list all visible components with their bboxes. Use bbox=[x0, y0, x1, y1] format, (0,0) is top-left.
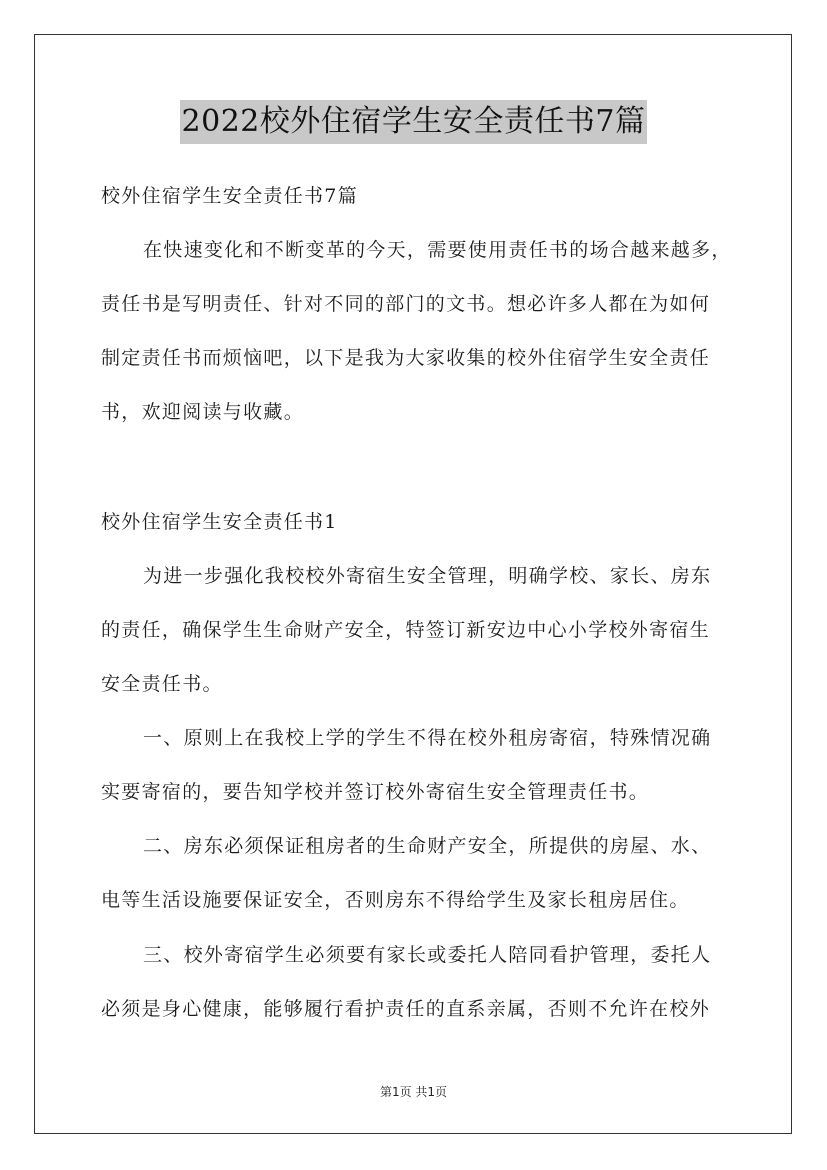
document-title: 2022校外住宿学生安全责任书7篇 bbox=[180, 100, 648, 144]
intro-line: 在快速变化和不断变革的今天，需要使用责任书的场合越来越多， bbox=[143, 239, 732, 261]
page-footer: 第1页 共1页 bbox=[379, 1085, 448, 1099]
paragraph-line: 电等生活设施要保证安全，否则房东不得给学生及家长租房居住。 bbox=[101, 889, 690, 911]
paragraph-line: 安全责任书。 bbox=[101, 673, 223, 695]
intro-line: 制定责任书而烦恼吧，以下是我为大家收集的校外住宿学生安全责任 bbox=[101, 347, 711, 369]
paragraph-line: 二、房东必须保证租房者的生命财产安全，所提供的房屋、水、 bbox=[143, 835, 712, 857]
paragraph-line: 必须是身心健康，能够履行看护责任的直系亲属，否则不允许在校外 bbox=[101, 998, 711, 1020]
paragraph-line: 的责任，确保学生生命财产安全，特签订新安边中心小学校外寄宿生 bbox=[101, 619, 711, 641]
subtitle: 校外住宿学生安全责任书7篇 bbox=[101, 185, 358, 207]
paragraph-line: 实要寄宿的，要告知学校并签订校外寄宿生安全管理责任书。 bbox=[101, 781, 650, 803]
paragraph-line: 三、校外寄宿学生必须要有家长或委托人陪同看护管理，委托人 bbox=[143, 944, 712, 966]
title-container bbox=[0, 100, 827, 144]
intro-line: 书，欢迎阅读与收藏。 bbox=[101, 401, 305, 423]
paragraph-line: 一、原则上在我校上学的学生不得在校外租房寄宿，特殊情况确 bbox=[143, 727, 712, 749]
intro-line: 责任书是写明责任、针对不同的部门的文书。想必许多人都在为如何 bbox=[101, 293, 711, 315]
paragraph-line: 为进一步强化我校校外寄宿生安全管理，明确学校、家长、房东 bbox=[143, 565, 712, 587]
section-heading: 校外住宿学生安全责任书1 bbox=[101, 511, 338, 533]
